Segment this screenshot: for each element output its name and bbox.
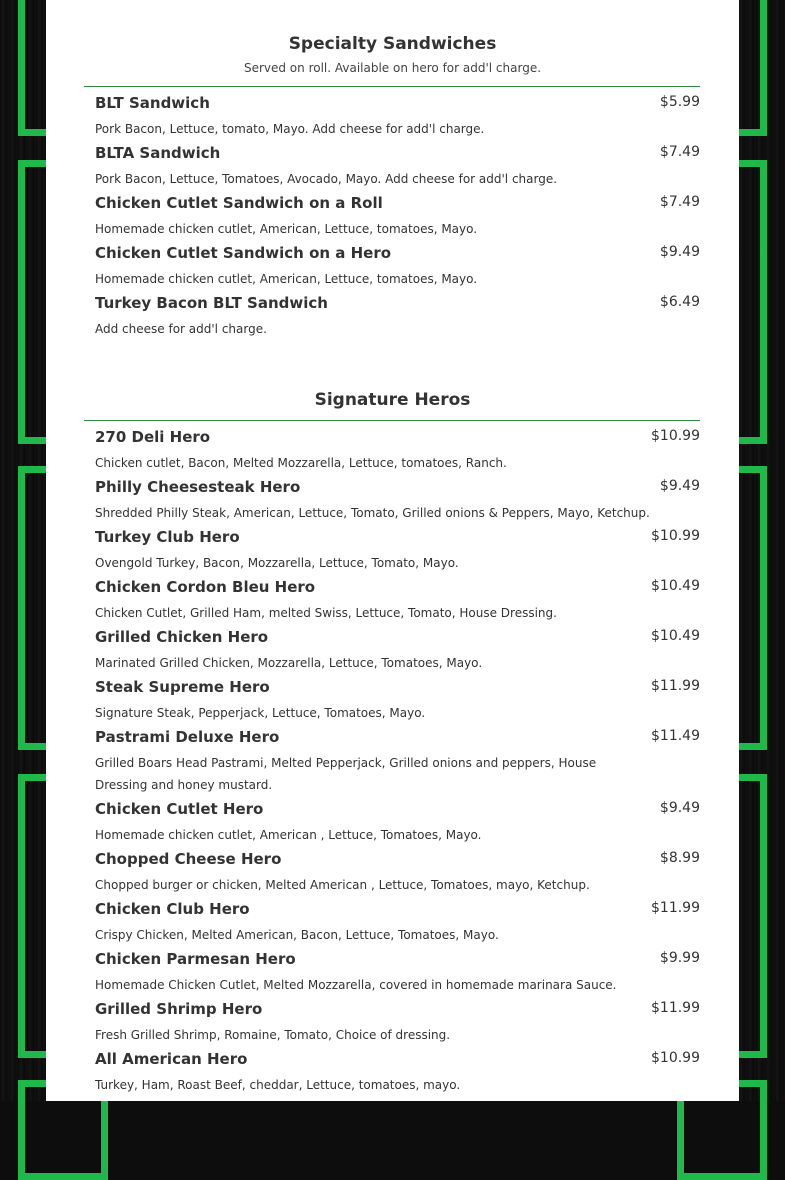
item-price: $11.99: [651, 1000, 700, 1016]
item-name: Chicken Cutlet Sandwich on a Hero: [95, 244, 392, 262]
item-name: Turkey Bacon BLT Sandwich: [95, 294, 328, 312]
item-description: Shredded Philly Steak, American, Lettuce, Tomato, Grilled onions & Peppers, Mayo, Ketchup.: [95, 506, 650, 520]
item-price: $11.99: [651, 900, 700, 916]
item-name: All American Hero: [95, 1050, 248, 1068]
item-name: BLTA Sandwich: [95, 144, 221, 162]
item-description: Homemade chicken cutlet, American, Lettuce, tomatoes, Mayo.: [95, 222, 478, 236]
item-price: $10.99: [651, 1050, 700, 1066]
section-subtitle: Served on roll. Available on hero for add'l charge.: [243, 61, 542, 75]
item-description: Pork Bacon, Lettuce, tomato, Mayo. Add cheese for add'l charge.: [95, 122, 485, 136]
item-name: Chicken Club Hero: [95, 900, 250, 918]
item-description: Marinated Grilled Chicken, Mozzarella, Lettuce, Tomatoes, Mayo.: [95, 656, 483, 670]
item-name: Chicken Cutlet Hero: [95, 800, 264, 818]
item-description: Pork Bacon, Lettuce, Tomatoes, Avocado, Mayo. Add cheese for add'l charge.: [95, 172, 558, 186]
menu-panel: [46, 0, 739, 1101]
item-name: Grilled Shrimp Hero: [95, 1000, 263, 1018]
section-title: Signature Heros: [314, 390, 471, 410]
item-name: Chopped Cheese Hero: [95, 850, 282, 868]
item-price: $9.49: [659, 478, 700, 494]
item-price: $7.49: [659, 144, 700, 160]
item-description: Chicken cutlet, Bacon, Melted Mozzarella, Lettuce, tomatoes, Ranch.: [95, 456, 507, 470]
item-price: $9.49: [659, 244, 700, 260]
item-price: $9.99: [659, 950, 700, 966]
section-divider: [84, 420, 700, 421]
item-price: $9.49: [659, 800, 700, 816]
item-name: Chicken Cordon Bleu Hero: [95, 578, 316, 596]
section-divider: [84, 86, 700, 87]
item-name: 270 Deli Hero: [95, 428, 211, 446]
item-price: $10.49: [651, 628, 700, 644]
item-price: $11.49: [651, 728, 700, 744]
item-name: Chicken Cutlet Sandwich on a Roll: [95, 194, 383, 212]
item-description: Fresh Grilled Shrimp, Romaine, Tomato, Choice of dressing.: [95, 1028, 451, 1042]
item-name: Turkey Club Hero: [95, 528, 240, 546]
item-name: Chicken Parmesan Hero: [95, 950, 296, 968]
item-description: Chopped burger or chicken, Melted American , Lettuce, Tomatoes, mayo, Ketchup.: [95, 878, 590, 892]
item-price: $6.49: [659, 294, 700, 310]
item-name: Steak Supreme Hero: [95, 678, 270, 696]
item-price: $10.49: [651, 578, 700, 594]
item-description: Homemade chicken cutlet, American, Lettuce, tomatoes, Mayo.: [95, 272, 478, 286]
item-name: Pastrami Deluxe Hero: [95, 728, 280, 746]
item-description: Add cheese for add'l charge.: [95, 322, 267, 336]
item-price: $5.99: [659, 94, 700, 110]
item-name: BLT Sandwich: [95, 94, 210, 112]
item-description: Homemade chicken cutlet, American , Lettuce, Tomatoes, Mayo.: [95, 828, 482, 842]
item-description: Ovengold Turkey, Bacon, Mozzarella, Lettuce, Tomato, Mayo.: [95, 556, 459, 570]
item-description: Crispy Chicken, Melted American, Bacon, Lettuce, Tomatoes, Mayo.: [95, 928, 499, 942]
item-name: Philly Cheesesteak Hero: [95, 478, 301, 496]
item-price: $11.99: [651, 678, 700, 694]
item-price: $10.99: [651, 428, 700, 444]
section-title: Specialty Sandwiches: [288, 34, 497, 54]
item-price: $8.99: [659, 850, 700, 866]
item-name: Grilled Chicken Hero: [95, 628, 269, 646]
item-description: Grilled Boars Head Pastrami, Melted Pepperjack, Grilled onions and peppers, House Dressing and honey mustard.: [95, 756, 597, 792]
item-description: Chicken Cutlet, Grilled Ham, melted Swiss, Lettuce, Tomato, House Dressing.: [95, 606, 557, 620]
item-price: $10.99: [651, 528, 700, 544]
item-description: Turkey, Ham, Roast Beef, cheddar, Lettuce, tomatoes, mayo.: [95, 1078, 461, 1092]
item-description: Signature Steak, Pepperjack, Lettuce, Tomatoes, Mayo.: [95, 706, 426, 720]
item-price: $7.49: [659, 194, 700, 210]
item-description: Homemade Chicken Cutlet, Melted Mozzarella, covered in homemade marinara Sauce.: [95, 978, 617, 992]
